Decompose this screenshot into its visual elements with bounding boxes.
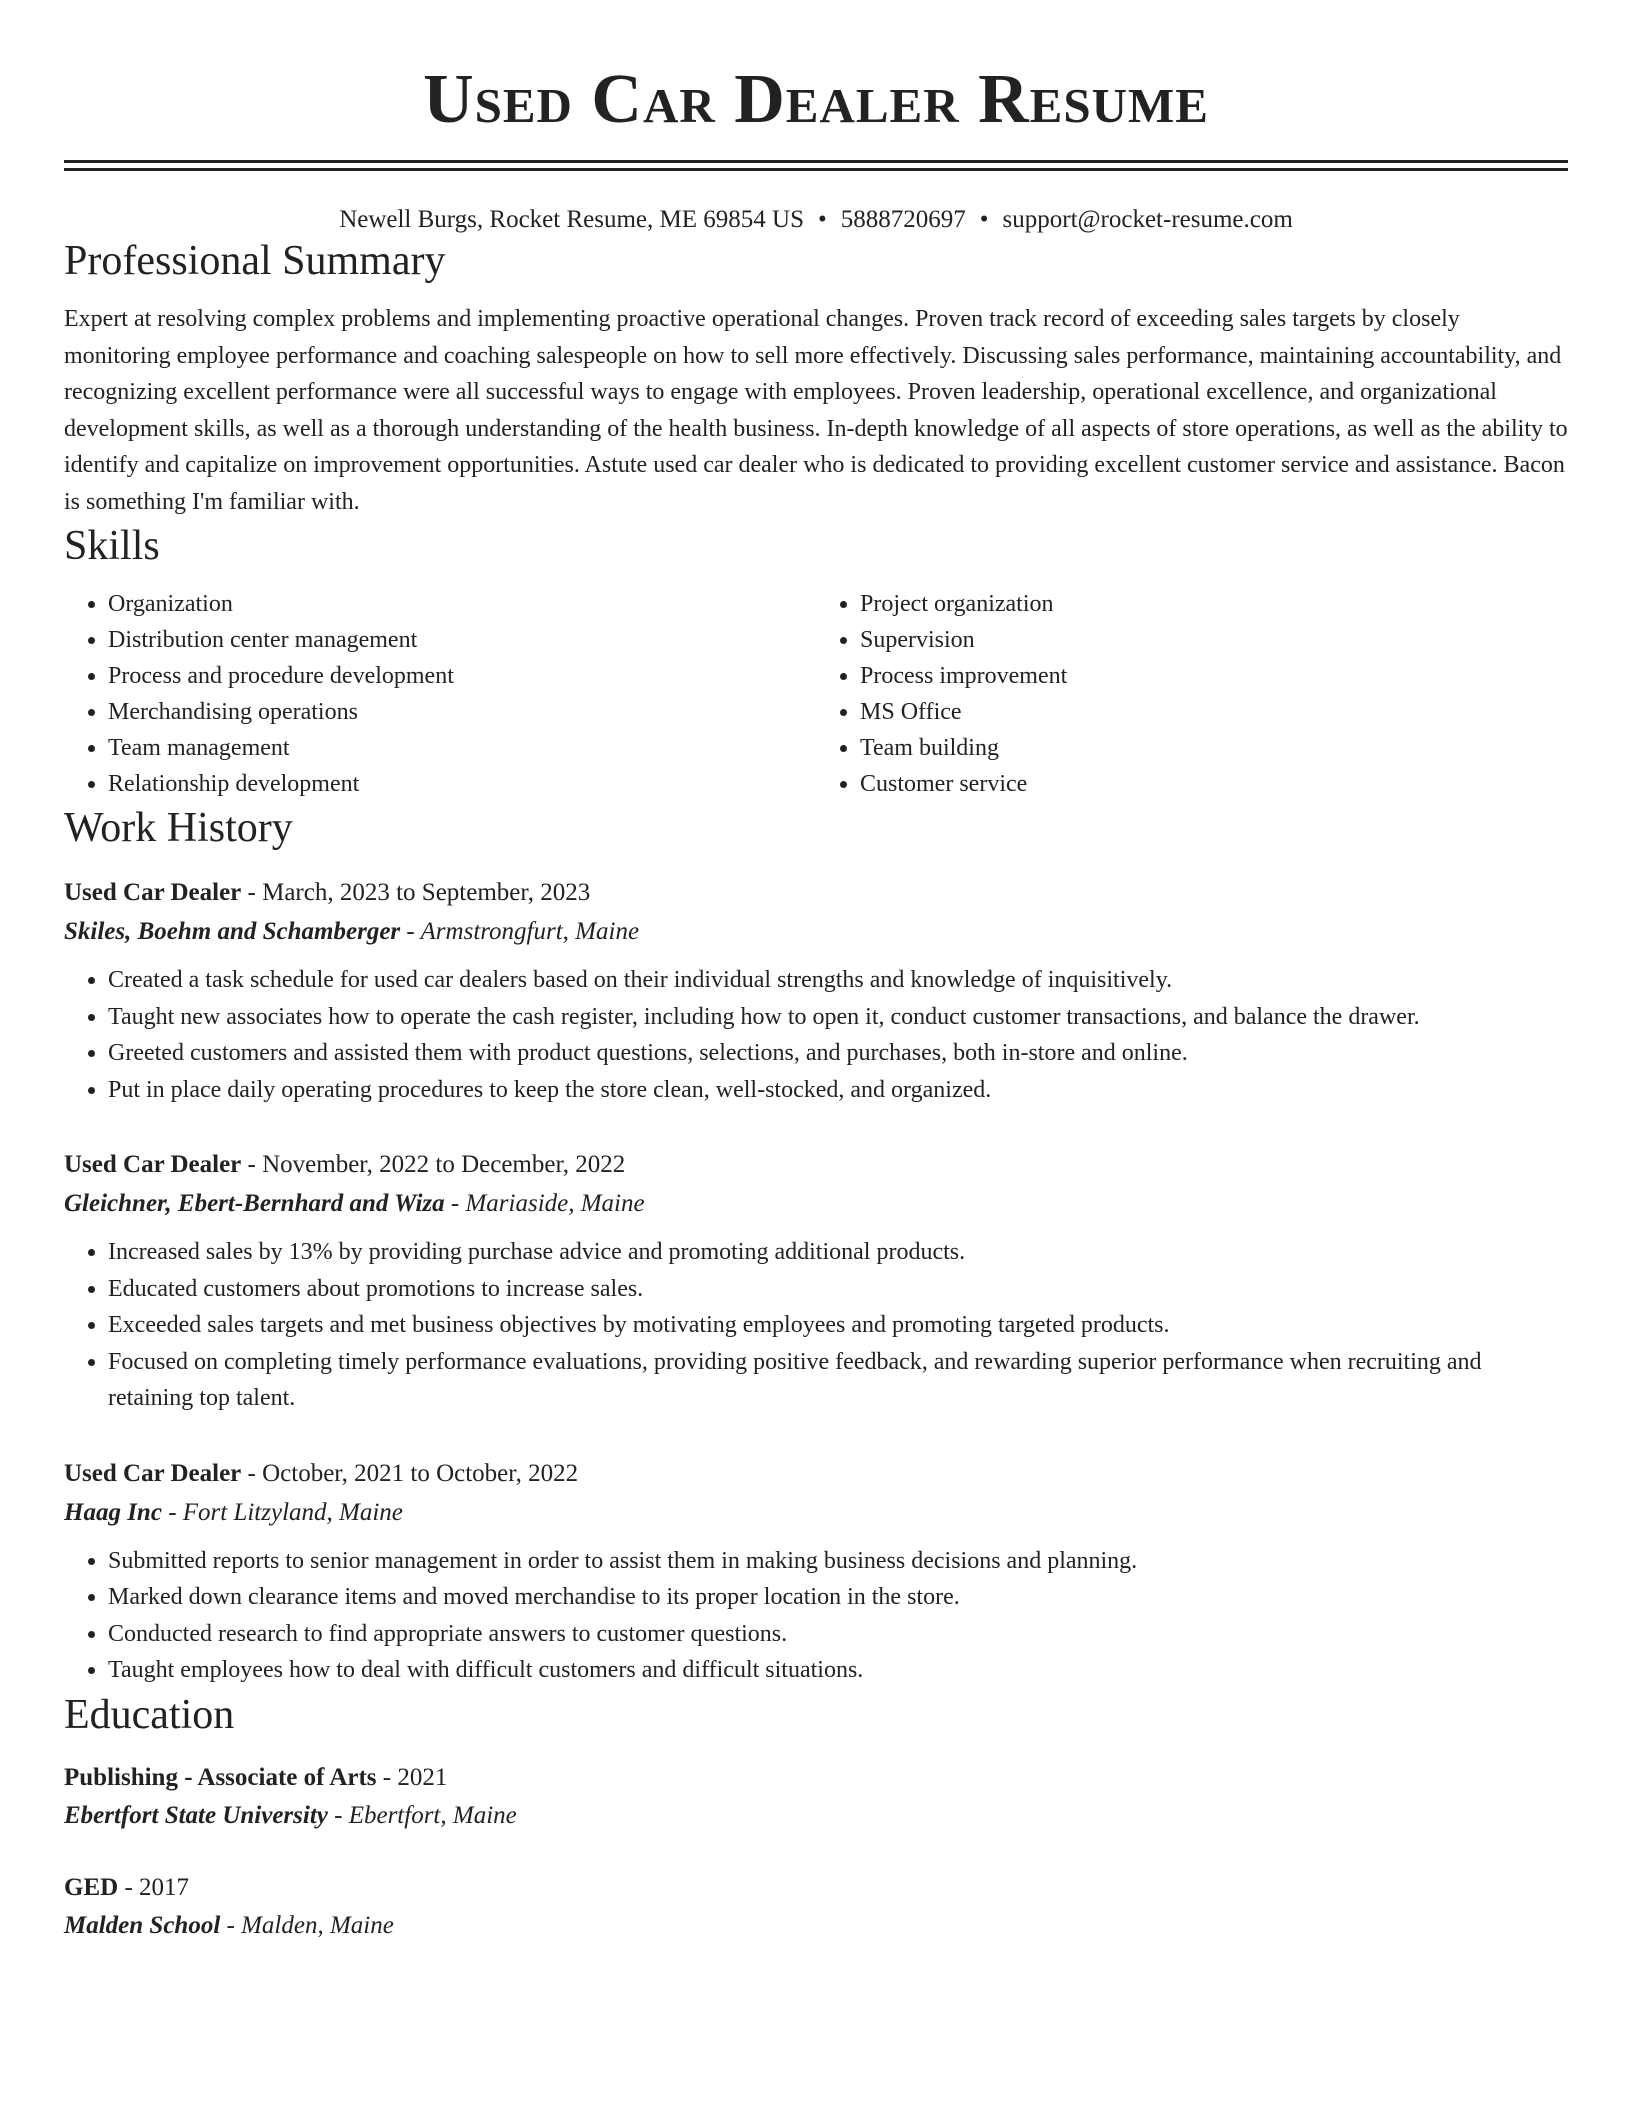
contact-address: Newell Burgs, Rocket Resume, ME 69854 US <box>339 206 804 233</box>
degree-year: - 2021 <box>376 1763 448 1791</box>
job-title-line <box>64 874 1568 912</box>
job-title: Used Car Dealer <box>64 879 242 906</box>
job-entry <box>64 874 1568 1108</box>
duty-item: • Focused on completing timely performance evaluations, providing positive feedback, and rewarding superior performance when recruiting and retaining top talent. <box>108 1344 1568 1417</box>
resume-title: Used Car Dealer Resume <box>423 61 1209 138</box>
duty-item: • Submitted reports to senior management in order to assist them in making business decisions and planning. <box>108 1543 1568 1580</box>
company-line <box>64 1184 1568 1224</box>
title-divider-bottom <box>64 168 1568 171</box>
job-title: Used Car Dealer <box>64 1151 242 1178</box>
degree-name: GED <box>64 1873 119 1901</box>
job-duties <box>64 1543 1568 1689</box>
duty-item: • Exceeded sales targets and met business objectives by motivating employees and promoting targeted products. <box>108 1307 1568 1344</box>
skill-item: • MS Office <box>860 694 1568 730</box>
skill-item: • Team building <box>860 730 1568 766</box>
duty-item: • Marked down clearance items and moved merchandise to its proper location in the store. <box>108 1579 1568 1616</box>
duty-item: • Taught new associates how to operate the cash register, including how to open it, conduct customer transactions, and balance the drawer. <box>108 999 1568 1036</box>
duty-item: • Increased sales by 13% by providing purchase advice and promoting additional products. <box>108 1234 1568 1271</box>
job-title: Used Car Dealer <box>64 1459 242 1487</box>
skills-grid <box>64 586 1568 802</box>
education-entry <box>64 1759 1568 1835</box>
skills-column-right <box>816 586 1568 802</box>
duty-item: • Conducted research to find appropriate answers to customer questions. <box>108 1616 1568 1653</box>
job-entry <box>64 1455 1568 1689</box>
degree-name: Publishing - Associate of Arts <box>64 1763 377 1791</box>
contact-line <box>64 205 1568 235</box>
job-dates: - March, 2023 to September, 2023 <box>241 879 591 906</box>
company-location: - Armstrongfurt, Maine <box>400 918 640 945</box>
duty-item: • Put in place daily operating procedures to keep the store clean, well-stocked, and organized. <box>108 1072 1568 1109</box>
duty-item: • Greeted customers and assisted them with product questions, selections, and purchases, both in-store and online. <box>108 1035 1568 1072</box>
duty-item: • Taught employees how to deal with difficult customers and difficult situations. <box>108 1652 1568 1689</box>
school-name: Malden School <box>64 1911 221 1939</box>
skill-item: • Process improvement <box>860 658 1568 694</box>
duty-item: • Educated customers about promotions to increase sales. <box>108 1271 1568 1308</box>
contact-separator: • <box>817 206 827 233</box>
school-location: - Ebertfort, Maine <box>327 1801 517 1829</box>
skill-item: • Process and procedure development <box>108 658 816 694</box>
degree-year: - 2017 <box>118 1873 190 1901</box>
skill-item: • Distribution center management <box>108 622 816 658</box>
skill-item: • Relationship development <box>108 766 816 802</box>
job-duties <box>64 1234 1568 1417</box>
skill-item: • Organization <box>108 586 816 622</box>
degree-line <box>64 1869 1568 1907</box>
school-location: - Malden, Maine <box>220 1911 394 1939</box>
company-name: Haag Inc <box>64 1498 162 1526</box>
education-entry <box>64 1869 1568 1945</box>
contact-email: support@rocket-resume.com <box>1002 206 1293 233</box>
skill-item: • Merchandising operations <box>108 694 816 730</box>
school-line <box>64 1907 1568 1945</box>
summary-heading: Professional Summary <box>64 238 446 284</box>
company-location: - Fort Litzyland, Maine <box>161 1498 403 1526</box>
contact-phone: 5888720697 <box>840 206 966 233</box>
duty-item: • Created a task schedule for used car dealers based on their individual strengths and knowledge of inquisitively. <box>108 962 1568 999</box>
work-history-heading: Work History <box>64 805 293 851</box>
skill-item: • Team management <box>108 730 816 766</box>
degree-line <box>64 1759 1568 1797</box>
job-entry <box>64 1146 1568 1417</box>
contact-separator: • <box>979 206 989 233</box>
job-dates: - November, 2022 to December, 2022 <box>241 1151 626 1178</box>
job-title-line <box>64 1455 1568 1493</box>
school-line <box>64 1797 1568 1835</box>
company-line <box>64 1493 1568 1533</box>
skill-item: • Supervision <box>860 622 1568 658</box>
school-name: Ebertfort State University <box>64 1801 328 1829</box>
job-dates: - October, 2021 to October, 2022 <box>241 1459 579 1487</box>
job-title-line <box>64 1146 1568 1184</box>
summary-text: Expert at resolving complex problems and implementing proactive operational changes. Proven track record of exceeding sales targets by closely monitoring employee performance and coaching salespeople on how to sell more effectively. Discussing sales performance, maintaining accountability, and recognizing excellent performance were all successful ways to engage with employees. Proven leadership, operational excellence, and organizational development skills, as well as a thorough understanding of the health business. In-depth knowledge of all aspects of store operations, as well as the ability to identify and capitalize on improvement opportunities. Astute used car dealer who is dedicated to providing excellent customer service and assistance. Bacon is something I'm familiar with. <box>64 306 1568 515</box>
education-heading: Education <box>64 1691 235 1738</box>
company-name: Skiles, Boehm and Schamberger <box>64 918 401 945</box>
skill-item: • Project organization <box>860 586 1568 622</box>
company-location: - Mariaside, Maine <box>444 1190 645 1217</box>
skill-item: • Customer service <box>860 766 1568 802</box>
title-divider-top <box>64 160 1568 163</box>
skills-heading: Skills <box>64 523 160 569</box>
job-duties <box>64 962 1568 1108</box>
skills-column-left <box>64 586 816 802</box>
company-line <box>64 912 1568 952</box>
company-name: Gleichner, Ebert-Bernhard and Wiza <box>64 1190 445 1217</box>
